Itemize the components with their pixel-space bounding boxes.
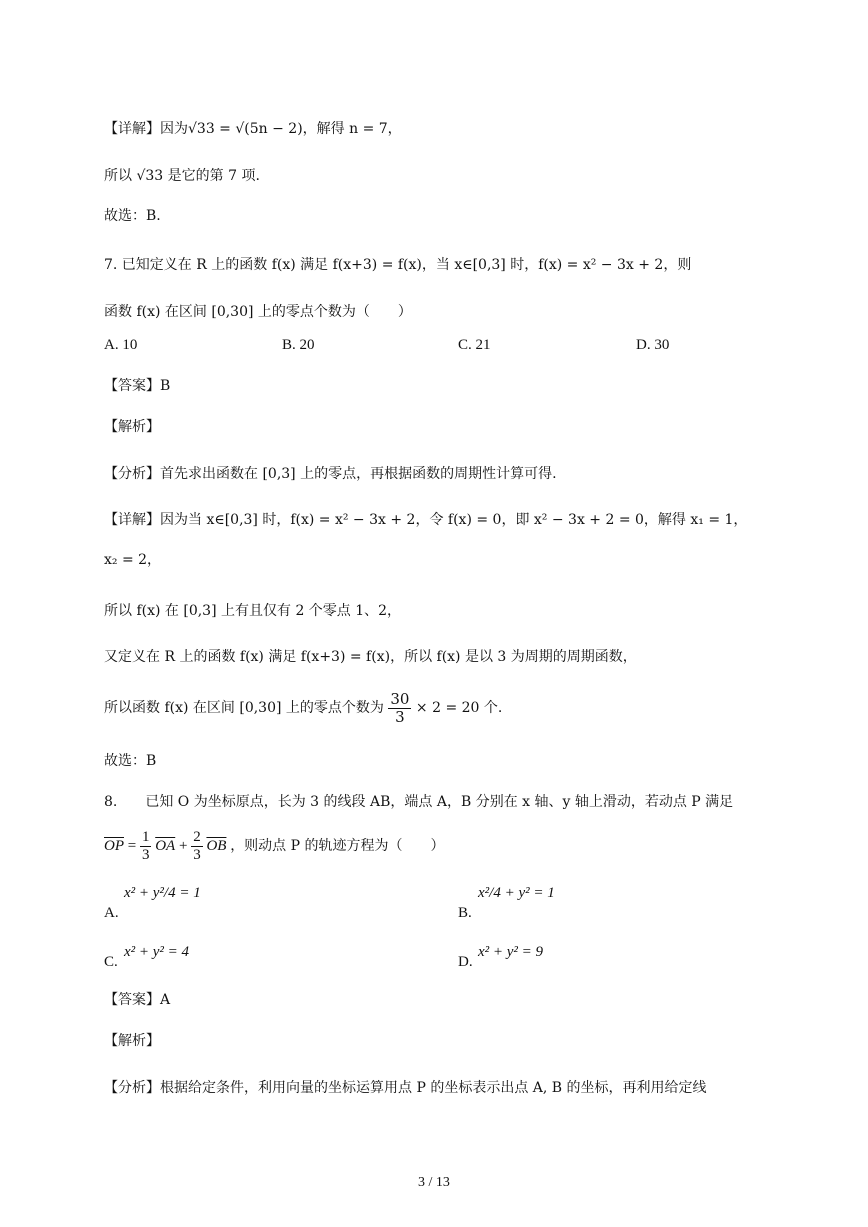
solution-detail-line: 【详解】因为√33 = √(5n − 2)，解得 n = 7， (104, 121, 402, 137)
q8-option-b-equation: x²/4 + y² = 1 (478, 885, 555, 901)
fraction-30-over-3 (388, 691, 411, 726)
question-7-stem-cont: 函数 f(x) 在区间 [0,30] 上的零点个数为（ ） (104, 304, 412, 320)
fraction-numerator: 30 (390, 689, 410, 708)
fraction-denominator: 3 (395, 707, 405, 726)
q7-option-b: B. 20 (282, 337, 315, 353)
q7-analysis-heading: 【解析】 (104, 419, 160, 435)
q8-analysis: 【分析】根据给定条件，利用向量的坐标运算用点 P 的坐标表示出点 A, B 的坐标，再利用给定线 (104, 1080, 707, 1096)
solution-conclusion-line: 所以 √33 是它的第 7 项. (104, 168, 260, 184)
q7-final-choice: 故选：B (104, 753, 157, 769)
q7-detail-4: 又定义在 R 上的函数 f(x) 满足 f(x+3) = f(x)，所以 f(x) 是以 3 为周期的周期函数， (104, 649, 637, 665)
vector-oa: $\overline{OA}$ (155, 838, 176, 854)
question-7-stem: 7. 已知定义在 R 上的函数 f(x) 满足 f(x+3) = f(x)，当 x∈[0,3] 时，f(x) = x² − 3x + 2，则 (104, 257, 692, 273)
q8-option-d-equation: x² + y² = 9 (478, 944, 544, 960)
vector-ob: $\overline{OB}$ (206, 838, 227, 854)
question-8-stem: 8. 已知 O 为坐标原点，长为 3 的线段 AB，端点 A，B 分别在 x 轴、y 轴上滑动，若动点 P 满足 (104, 794, 734, 810)
vector-op: $\overline{OP}$ (104, 838, 124, 854)
q7-detail-5-result: × 2 = 20 (415, 700, 480, 716)
q7-detail-2: x₂ = 2， (104, 552, 162, 568)
q8-option-b-label: B. (458, 905, 472, 921)
q7-option-c: C. 21 (458, 337, 491, 353)
coefficient-one-third (140, 829, 152, 864)
q7-analysis: 【分析】首先求出函数在 [0,3] 上的零点，再根据函数的周期性计算可得. (104, 466, 557, 482)
coef1-den: 3 (141, 847, 150, 864)
q7-answer: 【答案】B (104, 378, 171, 394)
q8-answer: 【答案】A (104, 992, 171, 1008)
q7-option-a: A. 10 (104, 337, 138, 353)
q8-option-d-label: D. (458, 954, 473, 970)
q7-option-d: D. 30 (636, 337, 670, 353)
page-number: 3 / 13 (418, 1175, 450, 1190)
q8-option-c-equation: x² + y² = 4 (124, 944, 190, 960)
coef1-num: 1 (141, 829, 150, 846)
q7-detail-5-unit: 个. (483, 700, 503, 716)
coefficient-two-thirds (191, 829, 203, 864)
answer-choice-line: 故选：B. (104, 208, 161, 224)
coef2-num: 2 (193, 829, 201, 846)
q7-detail-1: 【详解】因为当 x∈[0,3] 时，f(x) = x² − 3x + 2，令 f(x) = 0，即 x² − 3x + 2 = 0，解得 x₁ = 1， (104, 512, 748, 528)
q8-analysis-heading: 【解析】 (104, 1033, 160, 1049)
q7-detail-5 (104, 690, 502, 726)
q8-option-a-equation: x² + y²/4 = 1 (124, 885, 201, 901)
coef2-den: 3 (193, 847, 201, 864)
q7-detail-5-text: 所以函数 f(x) 在区间 [0,30] 上的零点个数为 (104, 700, 384, 716)
q8-option-c-label: C. (104, 954, 118, 970)
q7-detail-3: 所以 f(x) 在 [0,3] 上有且仅有 2 个零点 1、2， (104, 603, 402, 619)
q8-option-a-label: A. (104, 905, 119, 921)
question-8-vector-equation: $\overline{OP}$ = $\frac{1}{3}$ $\overline{OA}$ + $\frac{2}{3}$ $\overline{OB}$ ，则动点 P 的轨迹方程为（ ） (104, 829, 445, 864)
q8-stem-tail: ，则动点 P 的轨迹方程为（ ） (230, 838, 445, 854)
